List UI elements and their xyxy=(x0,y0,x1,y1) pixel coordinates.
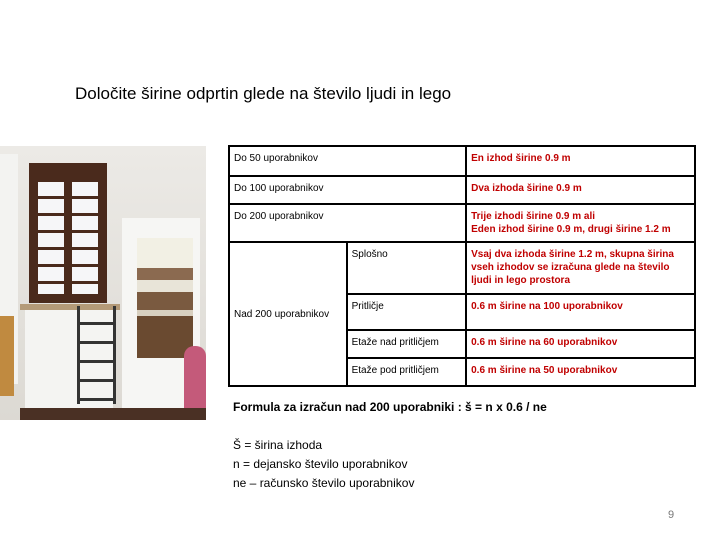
value-line: Trije izhodi širine 0.9 m ali xyxy=(471,211,596,222)
row-label: Do 200 uporabnikov xyxy=(229,204,466,242)
museum-room-photo xyxy=(0,146,206,420)
row-value: En izhod širine 0.9 m xyxy=(466,146,695,176)
row-value: Vsaj dva izhoda širine 1.2 m, skupna širina vseh izhodov se izračuna glede na število ljudi in lego prostora xyxy=(466,242,695,294)
row-label: Splošno xyxy=(347,242,467,294)
legend-line: n = dejansko število uporabnikov xyxy=(233,457,408,471)
legend-line: Š = širina izhoda xyxy=(233,438,323,452)
row-label: Etaže nad pritličjem xyxy=(347,330,467,358)
table-row xyxy=(229,146,695,176)
table-row xyxy=(229,204,695,242)
row-label: Do 50 uporabnikov xyxy=(229,146,466,176)
row-value: 0.6 m širine na 100 uporabnikov xyxy=(466,294,695,330)
legend-line: ne – računsko število uporabnikov xyxy=(233,476,415,490)
slide-title: Določite širine odprtin glede na število ljudi in lego xyxy=(75,84,452,103)
row-value: 0.6 m širine na 60 uporabnikov xyxy=(466,330,695,358)
value-line: Eden izhod širine 0.9 m, drugi širine 1.2 m xyxy=(471,224,671,235)
page-number: 9 xyxy=(668,509,675,521)
ladder xyxy=(77,306,116,404)
formula-text: Formula za izračun nad 200 uporabniki : š = n x 0.6 / ne xyxy=(233,400,547,414)
row-label: Do 100 uporabnikov xyxy=(229,176,466,204)
group-label: Nad 200 uporabnikov xyxy=(229,242,347,386)
row-label: Etaže pod pritličjem xyxy=(347,358,467,386)
row-value: 0.6 m širine na 50 uporabnikov xyxy=(466,358,695,386)
row-label: Pritličje xyxy=(347,294,467,330)
table-row xyxy=(229,242,695,294)
row-value xyxy=(466,204,695,242)
row-value: Dva izhoda širine 0.9 m xyxy=(466,176,695,204)
exit-width-table xyxy=(228,145,696,387)
table-row xyxy=(229,176,695,204)
formula-legend xyxy=(233,436,414,493)
